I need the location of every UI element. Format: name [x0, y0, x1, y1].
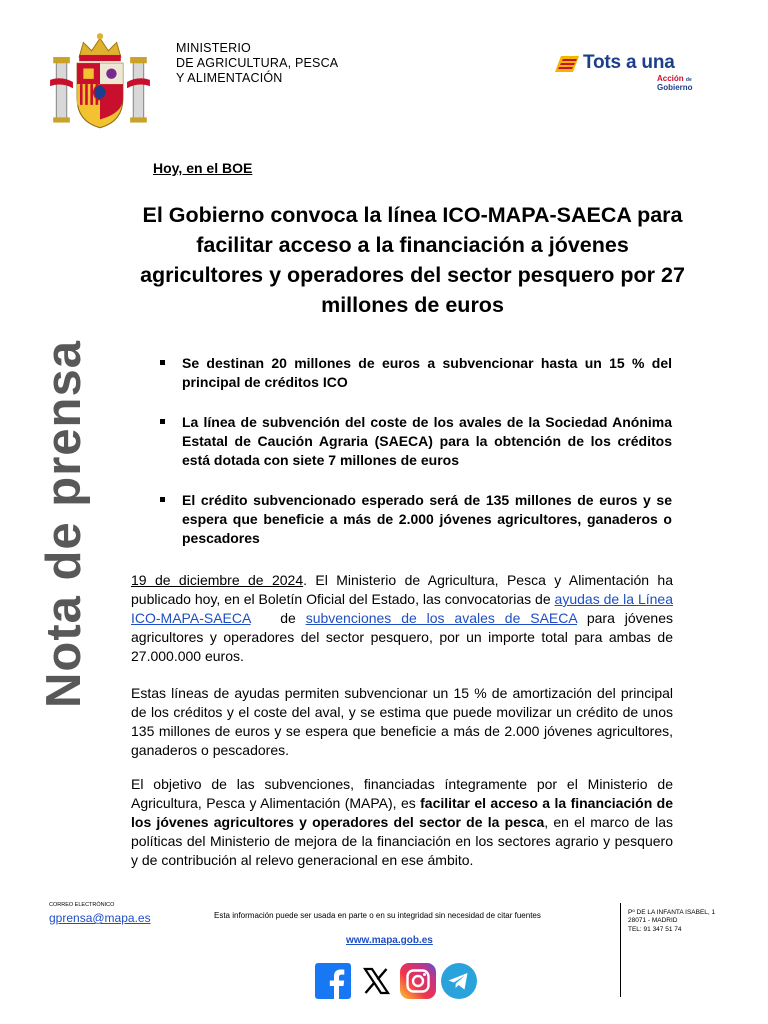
address-line: Pº DE LA INFANTA ISABEL, 1	[628, 909, 716, 916]
address-line: 28071 - MADRID	[628, 917, 678, 925]
campaign-subtitle	[657, 75, 693, 92]
bullet-square-icon	[160, 419, 165, 424]
ico-mapa-saeca-link[interactable]: ayudas de la Línea ICO-MAPA-SAECA	[131, 591, 673, 626]
campaign-flag-icon	[555, 56, 579, 72]
p3-text-b: , en el marco de las políticas del Ministerio de mejora de la financiación en los sectores agrario y pesquero y de contribución al relevo generacional en ese ámbito.	[131, 814, 673, 868]
saeca-guarantees-link[interactable]: subvenciones de los avales de SAECA	[305, 610, 577, 626]
highlights-list	[160, 354, 672, 569]
coat-of-arms-logo	[48, 30, 152, 134]
address-block	[628, 909, 715, 934]
facebook-icon[interactable]	[315, 963, 351, 999]
p3-bold-text: facilitar el acceso a la financiación de los jóvenes agricultores y operadores del sector de la pesca	[131, 795, 673, 830]
kicker: Hoy, en el BOE	[153, 160, 253, 176]
bullet-square-icon	[160, 497, 165, 502]
campaign-subtitle-rest: Gobierno	[657, 83, 693, 92]
highlight-item	[160, 413, 672, 470]
highlight-text: El crédito subvencionado esperado será de 135 millones de euros y se espera que beneficie a más de 2.000 jóvenes agricultores, ganaderos o pescadores	[182, 492, 672, 546]
p1-text-a: . El Ministerio de Agricultura, Pesca y Alimentación ha publicado hoy, en el Boletín Oficial del Estado, las convocatorias de	[131, 572, 674, 607]
highlight-item	[160, 354, 672, 392]
press-email-link[interactable]: gprensa@mapa.es	[49, 911, 151, 925]
campaign-subtitle-small: de	[685, 77, 692, 83]
usage-disclaimer: Esta información puede ser usada en parte o en su integridad sin necesidad de citar fuentes	[214, 911, 541, 920]
x-icon[interactable]	[358, 963, 394, 999]
email-label: CORREO ELECTRÓNICO	[49, 902, 115, 908]
body-paragraph-2: Estas líneas de ayudas permiten subvencionar un 15 % de amortización del principal de los créditos y el coste del aval, y se estima que puede movilizar un crédito de unos 135 millones de euros y se espera que beneficie a más de 2.000 jóvenes agricultores, ganaderos o pescadores.	[131, 685, 673, 758]
highlight-item	[160, 491, 672, 548]
ministry-line: DE AGRICULTURA, PESCA	[176, 56, 339, 70]
instagram-icon[interactable]	[400, 963, 436, 999]
ministry-name	[176, 41, 338, 86]
p1-text-b: de	[250, 610, 306, 626]
telegram-icon[interactable]	[441, 963, 477, 999]
ministry-line: Y ALIMENTACIÓN	[176, 71, 283, 85]
ministry-line: MINISTERIO	[176, 41, 251, 55]
headline: El Gobierno convoca la línea ICO-MAPA-SAECA para facilitar acceso a la financiación a jóvenes agricultores y operadores del sector pesquero por 27 millones de euros	[140, 203, 685, 317]
press-release-side-label: Nota de prensa	[37, 340, 91, 708]
date-text: 19 de diciembre de 2024	[131, 572, 304, 588]
website-link[interactable]: www.mapa.gob.es	[346, 935, 433, 946]
highlight-text: Se destinan 20 millones de euros a subvencionar hasta un 15 % del principal de créditos ICO	[182, 355, 672, 390]
p3-text-a: El objetivo de las subvenciones, financiadas íntegramente por el Ministerio de Agricultura, Pesca y Alimentación (MAPA), es	[131, 776, 673, 811]
bullet-square-icon	[160, 360, 165, 365]
campaign-logo	[555, 52, 705, 92]
body-paragraph-3	[131, 775, 673, 870]
address-line: TEL: 91 347 51 74	[628, 925, 682, 933]
p1-text-c: para jóvenes agricultores y operadores del sector pesquero, por un importe total para ambas de 27.000.000 euros.	[131, 610, 674, 664]
body-paragraph-1	[131, 571, 673, 666]
highlight-text: La línea de subvención del coste de los avales de la Sociedad Anónima Estatal de Caución Agraria (SAECA) para la obtención de los créditos está dotada con siete 7 millones de euros	[182, 414, 672, 468]
footer-divider	[620, 903, 621, 997]
campaign-title: Tots a una	[583, 52, 675, 73]
campaign-subtitle-accent: Acción	[657, 74, 684, 83]
